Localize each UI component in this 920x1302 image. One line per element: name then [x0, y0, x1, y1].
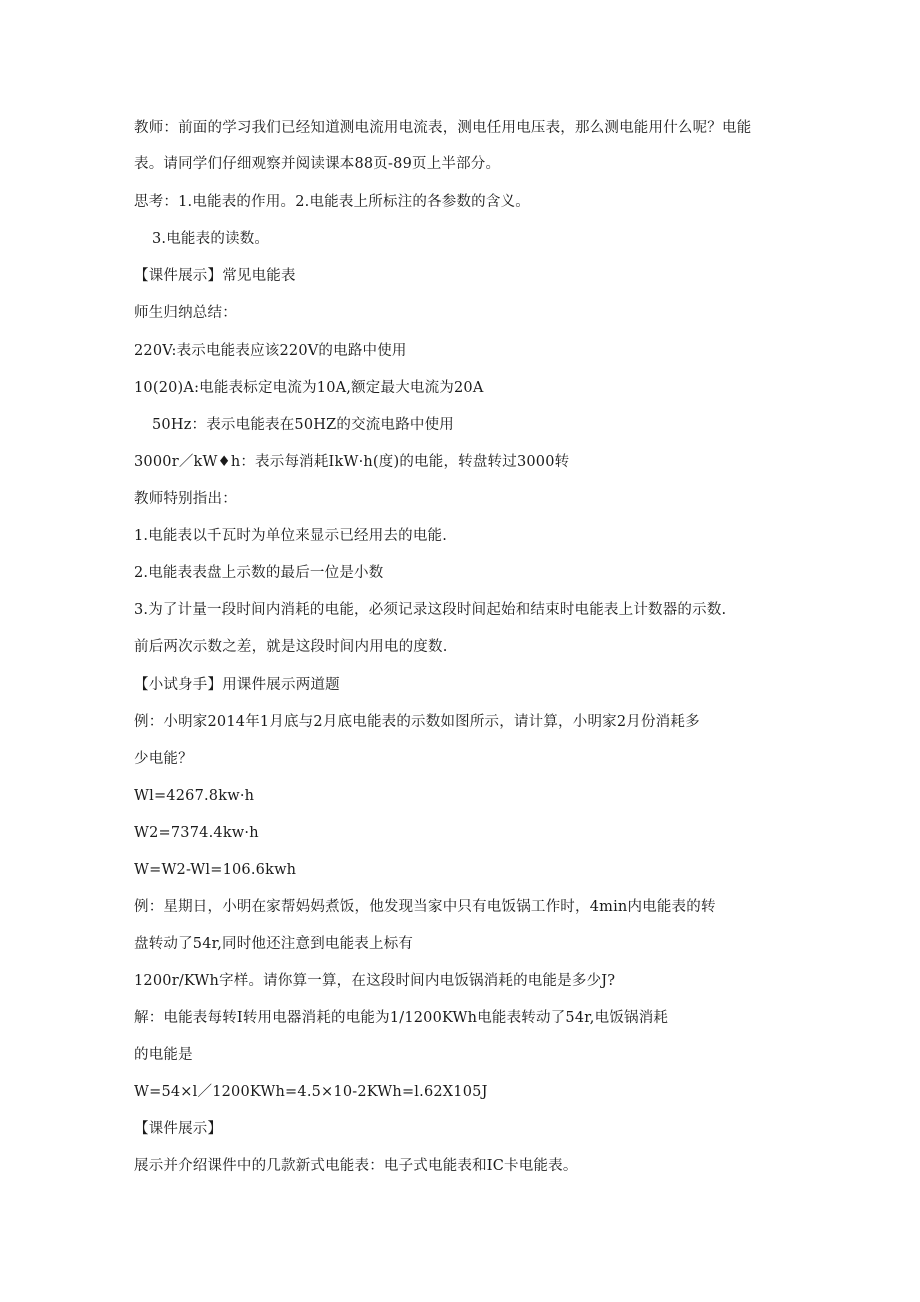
text-line: 2.电能表表盘上示数的最后一位是小数 [134, 565, 384, 581]
text-line: 3.电能表的读数。 [152, 231, 270, 247]
text-line: 例：星期日，小明在家帮妈妈煮饭，他发现当家中只有电饭锅工作时，4min内电能表的转 [134, 899, 716, 915]
text-line: W2=7374.4kw·h [134, 825, 259, 841]
text-line: 少电能？ [134, 751, 193, 767]
text-line: 思考：1.电能表的作用。2.电能表上所标注的各参数的含义。 [134, 194, 530, 210]
text-line: W=W2-Wl=106.6kwh [134, 862, 297, 878]
text-line: 50Hz：表示电能表在50HZ的交流电路中使用 [152, 417, 455, 433]
text-line: 的电能是 [134, 1047, 193, 1063]
text-line: 【课件展示】常见电能表 [134, 268, 296, 284]
text-line: 1.电能表以千瓦时为单位来显示已经用去的电能. [134, 528, 448, 544]
text-line: 10(20)A:电能表标定电流为10A,额定最大电流为20A [134, 380, 484, 396]
text-line: 1200r/KWh字样。请你算一算，在这段时间内电饭锅消耗的电能是多少J? [134, 973, 616, 989]
text-line: 盘转动了54r,同时他还注意到电能表上标有 [134, 936, 414, 952]
text-line: 展示并介绍课件中的几款新式电能表：电子式电能表和IC卡电能表。 [134, 1158, 578, 1174]
text-line: 【课件展示】 [134, 1121, 223, 1137]
text-line: 解：电能表每转I转用电器消耗的电能为1/1200KWh电能表转动了54r,电饭锅消耗 [134, 1010, 669, 1026]
text-line: 3.为了计量一段时间内消耗的电能，必须记录这段时间起始和结束时电能表上计数器的示数. [134, 602, 727, 618]
text-line: 教师：前面的学习我们已经知道测电流用电流表，测电任用电压表，那么测电能用什么呢？电能 [134, 120, 752, 136]
text-line: 前后两次示数之差，就是这段时间内用电的度数. [134, 639, 448, 655]
text-line: Wl=4267.8kw·h [134, 788, 255, 804]
text-line: 教师特别指出： [134, 491, 237, 507]
text-line: 220V:表示电能表应该220V的电路中使用 [134, 343, 407, 359]
text-line: 师生归纳总结： [134, 305, 237, 321]
text-line: 表。请同学们仔细观察并阅读课本88页-89页上半部分。 [134, 156, 501, 172]
text-line: W=54×l／1200KWh=4.5×10-2KWh=l.62X105J [134, 1084, 488, 1100]
text-line: 例：小明家2014年1月底与2月底电能表的示数如图所示，请计算，小明家2月份消耗多 [134, 714, 700, 730]
text-line: 3000r／kW♦h：表示每消耗IkW·h(度)的电能，转盘转过3000转 [134, 454, 570, 470]
text-line: 【小试身手】用课件展示两道题 [134, 677, 340, 693]
